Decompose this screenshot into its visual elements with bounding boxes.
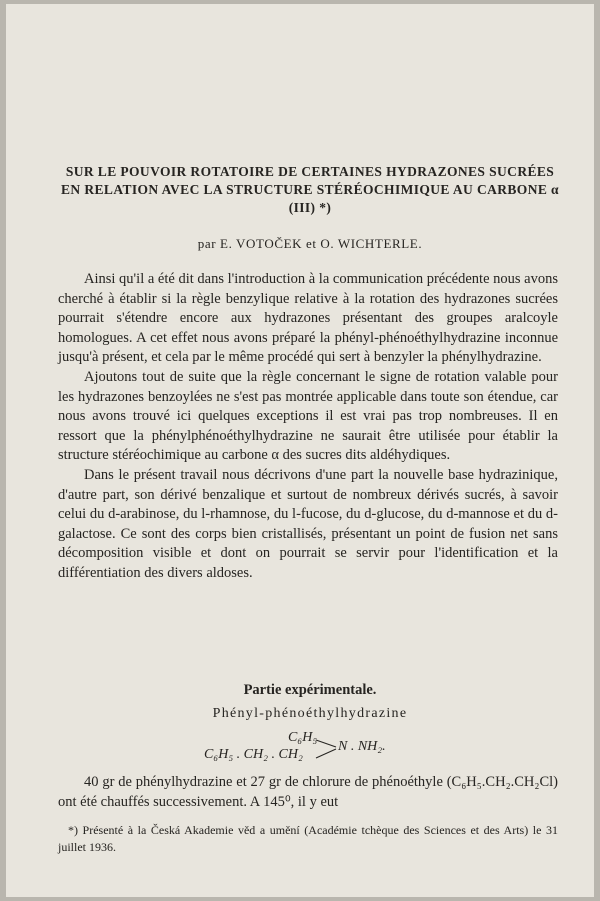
chemical-formula	[196, 730, 436, 766]
experimental-paragraph: 40 gr de phénylhydrazine et 27 gr de chlorure de phénoéthyle (C₆H₅.CH₂.CH₂Cl) ont été chauffés successivement. A 145⁰, il y eut	[58, 774, 558, 810]
paragraph-2: Ajoutons tout de suite que la règle concernant le signe de rotation valable pour les hydrazones benzoylées ne s'est pas montrée applicable dans toute son étendue, car nous avons trouvé ici quelques exceptions il est vrai pas trop nombreuses. Il en ressort que la phénylphénoéthylhydrazine ne saurait être utilisée pour établir la structure stéréochimique au carbone α des sucres dits aldéhydiques.	[58, 368, 558, 464]
document-page	[6, 4, 594, 897]
footnote	[58, 822, 558, 856]
footnote-text: *) Présenté à la Česká Akademie věd a umění (Académie tchèque des Sciences et des Arts) le 31 juillet 1936.	[58, 823, 558, 854]
article-title: SUR LE POUVOIR ROTATOIRE DE CERTAINES HYDRAZONES SUCRÉES EN RELATION AVEC LA STRUCTURE STÉRÉOCHIMIQUE AU CARBONE α (III) *)	[61, 164, 559, 215]
compound-name: Phényl-phénoéthylhydrazine	[212, 706, 408, 721]
formula-top-group: C₆H₅	[288, 730, 318, 745]
formula-amine-group: N . NH₂.	[338, 739, 386, 754]
paragraph-1: Ainsi qu'il a été dit dans l'introduction à la communication précédente nous avons cherché à établir si la règle benzylique relative à la rotation des hydrazones sucrées pourrait s'étendre encore aux hydrazones présentant des groupes aralcoyle homologues. A cet effet nous avons préparé la phényl-phénoéthylhydrazine inconnue jusqu'à présent, et cela par le même procédé qui sert à benzyler la phénylhydrazine.	[58, 271, 558, 366]
formula-main-chain: C₆H₅ . CH₂ . CH₂	[204, 747, 303, 762]
formula-bond-lines	[314, 734, 340, 764]
paragraph-3: Dans le présent travail nous décrivons d'une part la nouvelle base hydrazinique, d'autre part, son dérivé benzalique et surtout de nombreux dérivés sucrés, à savoir celui du d-arabinose, du l-rhamnose, du l-fucose, du d-glucose, du d-mannose et du d-galactose. Ce sont des corps bien cristallisés, présentant un point de fusion net sans décomposition visible et dont on pourrait se servir pour l'identification et la différentiation des divers aldoses.	[58, 466, 558, 581]
article-body	[58, 270, 558, 584]
article-authors: par E. VOTOČEK et O. WICHTERLE.	[197, 236, 423, 251]
section-heading: Partie expérimentale.	[243, 682, 377, 698]
experimental-text	[58, 772, 558, 812]
